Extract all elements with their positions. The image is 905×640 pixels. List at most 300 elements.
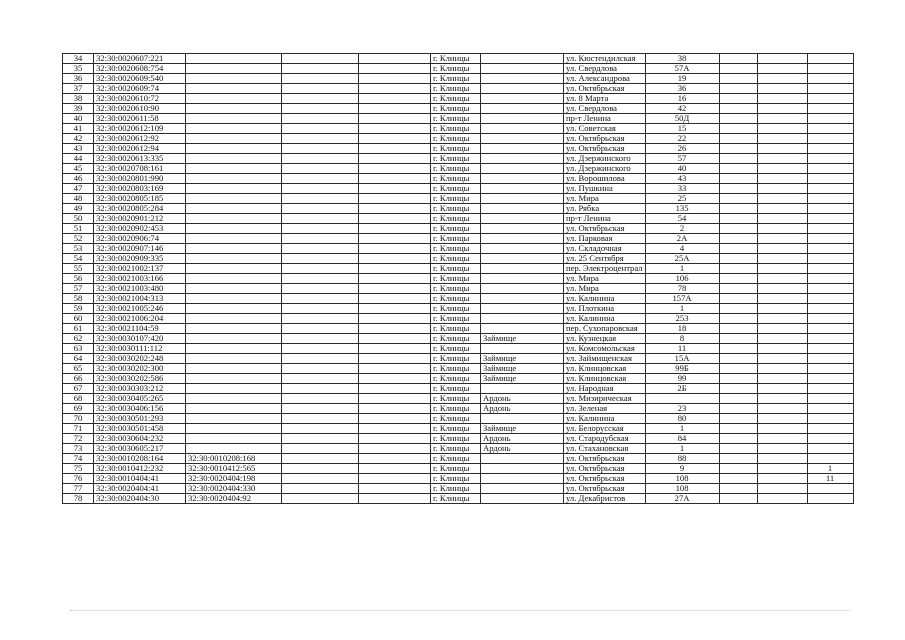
row-number: 34 [63,54,94,64]
previous-cadastral-number [186,244,282,254]
table-row [63,454,854,464]
empty-cell [282,274,359,284]
table-row [63,124,854,134]
empty-cell [757,424,807,434]
district-name [481,244,564,254]
table-row [63,404,854,414]
extra-value [807,144,853,154]
row-number: 74 [63,454,94,464]
house-number: 57 [645,154,719,164]
table-row [63,264,854,274]
row-number: 68 [63,394,94,404]
street-name: ул. Клинцовская [564,374,646,384]
empty-cell [719,224,757,234]
cadastral-number: 32:30:0020805:185 [94,194,186,204]
empty-cell [719,214,757,224]
cadastral-number: 32:30:0020609:74 [94,84,186,94]
previous-cadastral-number [186,204,282,214]
empty-cell [757,184,807,194]
empty-cell [359,374,431,384]
row-number: 46 [63,174,94,184]
row-number: 38 [63,94,94,104]
previous-cadastral-number [186,434,282,444]
empty-cell [282,394,359,404]
row-number: 64 [63,354,94,364]
empty-cell [719,244,757,254]
table-row [63,54,854,64]
empty-cell [282,144,359,154]
empty-cell [757,134,807,144]
empty-cell [719,464,757,474]
city-name: г. Клинцы [431,434,481,444]
empty-cell [757,354,807,364]
house-number: 2Б [645,384,719,394]
row-number: 75 [63,464,94,474]
street-name: ул. Октябрьская [564,454,646,464]
district-name [481,164,564,174]
empty-cell [719,294,757,304]
empty-cell [757,344,807,354]
house-number: 2 [645,224,719,234]
empty-cell [282,124,359,134]
table-row [63,214,854,224]
extra-value [807,184,853,194]
cadastral-number: 32:30:0021004:313 [94,294,186,304]
district-name [481,104,564,114]
district-name: Ардонь [481,394,564,404]
empty-cell [719,124,757,134]
empty-cell [282,114,359,124]
previous-cadastral-number [186,214,282,224]
house-number: 23 [645,404,719,414]
empty-cell [282,234,359,244]
empty-cell [282,484,359,494]
empty-cell [757,334,807,344]
row-number: 76 [63,474,94,484]
house-number: 33 [645,184,719,194]
empty-cell [719,134,757,144]
empty-cell [282,244,359,254]
empty-cell [719,114,757,124]
district-name [481,254,564,264]
city-name: г. Клинцы [431,484,481,494]
cadastral-number: 32:30:0021002:137 [94,264,186,274]
city-name: г. Клинцы [431,194,481,204]
empty-cell [719,304,757,314]
city-name: г. Клинцы [431,214,481,224]
district-name: Займище [481,424,564,434]
previous-cadastral-number [186,74,282,84]
empty-cell [359,204,431,214]
city-name: г. Клинцы [431,144,481,154]
district-name [481,464,564,474]
district-name [481,64,564,74]
cadastral-number: 32:30:0030406:156 [94,404,186,414]
previous-cadastral-number [186,84,282,94]
previous-cadastral-number [186,124,282,134]
table-row [63,204,854,214]
extra-value [807,64,853,74]
table-row [63,394,854,404]
city-name: г. Клинцы [431,234,481,244]
empty-cell [719,104,757,114]
empty-cell [359,174,431,184]
extra-value [807,244,853,254]
row-number: 37 [63,84,94,94]
cadastral-number: 32:30:0030501:458 [94,424,186,434]
empty-cell [359,104,431,114]
empty-cell [757,164,807,174]
row-number: 49 [63,204,94,214]
street-name: ул. Зеленая [564,404,646,414]
empty-cell [757,454,807,464]
row-number: 57 [63,284,94,294]
row-number: 65 [63,364,94,374]
table-row [63,284,854,294]
empty-cell [359,134,431,144]
previous-cadastral-number: 32:30:0010412:565 [186,464,282,474]
empty-cell [359,484,431,494]
previous-cadastral-number [186,304,282,314]
city-name: г. Клинцы [431,224,481,234]
previous-cadastral-number [186,104,282,114]
cadastral-number: 32:30:0030303:212 [94,384,186,394]
empty-cell [282,464,359,474]
empty-cell [282,134,359,144]
empty-cell [757,464,807,474]
street-name: ул. Народная [564,384,646,394]
city-name: г. Клинцы [431,164,481,174]
empty-cell [757,414,807,424]
street-name: пер. Электроцентрал [564,264,646,274]
previous-cadastral-number [186,54,282,64]
previous-cadastral-number [186,324,282,334]
empty-cell [719,254,757,264]
table-row [63,334,854,344]
empty-cell [282,304,359,314]
extra-value [807,354,853,364]
empty-cell [282,344,359,354]
house-number: 19 [645,74,719,84]
table-row [63,484,854,494]
previous-cadastral-number [186,364,282,374]
empty-cell [757,284,807,294]
house-number: 15 [645,124,719,134]
district-name [481,124,564,134]
city-name: г. Клинцы [431,64,481,74]
house-number: 108 [645,474,719,484]
row-number: 41 [63,124,94,134]
empty-cell [719,434,757,444]
street-name: ул. Мизирическая [564,394,646,404]
empty-cell [719,264,757,274]
street-name: ул. Плоткина [564,304,646,314]
house-number: 43 [645,174,719,184]
district-name: Ардонь [481,434,564,444]
extra-value [807,314,853,324]
table-row [63,274,854,284]
empty-cell [719,284,757,294]
street-name: ул. Ворошилова [564,174,646,184]
empty-cell [719,184,757,194]
extra-value [807,124,853,134]
table-row [63,314,854,324]
street-name: ул. Калинина [564,294,646,304]
city-name: г. Клинцы [431,284,481,294]
empty-cell [719,474,757,484]
empty-cell [359,184,431,194]
cadastral-number: 32:30:0020805:284 [94,204,186,214]
house-number: 2А [645,234,719,244]
empty-cell [282,454,359,464]
empty-cell [757,474,807,484]
house-number: 50Д [645,114,719,124]
empty-cell [359,114,431,124]
table-row [63,104,854,114]
street-name: ул. Советская [564,124,646,134]
row-number: 60 [63,314,94,324]
table-row [63,194,854,204]
cadastral-number: 32:30:0030202:586 [94,374,186,384]
empty-cell [359,244,431,254]
extra-value [807,214,853,224]
cadastral-number: 32:30:0021003:166 [94,274,186,284]
cadastral-number: 32:30:0020612:109 [94,124,186,134]
street-name: ул. Клинцовская [564,364,646,374]
previous-cadastral-number: 32:30:0020404:92 [186,494,282,504]
cadastral-number: 32:30:0030605:217 [94,444,186,454]
table-row [63,294,854,304]
district-name [481,54,564,64]
previous-cadastral-number [186,314,282,324]
empty-cell [757,94,807,104]
empty-cell [359,74,431,84]
cadastral-number: 32:30:0030202:300 [94,364,186,374]
extra-value: 11 [807,474,853,484]
extra-value [807,404,853,414]
row-number: 48 [63,194,94,204]
empty-cell [282,84,359,94]
city-name: г. Клинцы [431,204,481,214]
empty-cell [359,434,431,444]
empty-cell [719,494,757,504]
house-number: 38 [645,54,719,64]
empty-cell [359,454,431,464]
empty-cell [359,354,431,364]
house-number: 42 [645,104,719,114]
previous-cadastral-number [186,94,282,104]
table-row [63,464,854,474]
empty-cell [719,384,757,394]
empty-cell [282,74,359,84]
empty-cell [359,394,431,404]
cadastral-number: 32:30:0020610:90 [94,104,186,114]
cadastral-number: 32:30:0030202:248 [94,354,186,364]
city-name: г. Клинцы [431,354,481,364]
empty-cell [719,424,757,434]
empty-cell [282,434,359,444]
street-name: ул. Стародубская [564,434,646,444]
extra-value [807,134,853,144]
cadastral-number: 32:30:0020803:169 [94,184,186,194]
street-name: ул. Кузнецкая [564,334,646,344]
empty-cell [282,194,359,204]
extra-value [807,194,853,204]
city-name: г. Клинцы [431,244,481,254]
house-number: 78 [645,284,719,294]
cadastral-number: 32:30:0020611:58 [94,114,186,124]
district-name [481,384,564,394]
previous-cadastral-number [186,354,282,364]
empty-cell [757,434,807,444]
street-name: ул. Октябрьская [564,144,646,154]
district-name [481,74,564,84]
table-row [63,444,854,454]
table-row [63,374,854,384]
empty-cell [719,374,757,384]
empty-cell [757,244,807,254]
extra-value [807,394,853,404]
empty-cell [719,344,757,354]
cadastral-number: 32:30:0021104:59 [94,324,186,334]
extra-value [807,304,853,314]
empty-cell [757,194,807,204]
street-name: пр-т Ленина [564,114,646,124]
empty-cell [757,374,807,384]
city-name: г. Клинцы [431,414,481,424]
row-number: 42 [63,134,94,144]
city-name: г. Клинцы [431,334,481,344]
empty-cell [282,444,359,454]
street-name: ул. Кюстендилская [564,54,646,64]
row-number: 58 [63,294,94,304]
district-name [481,154,564,164]
extra-value [807,454,853,464]
empty-cell [282,214,359,224]
table-row [63,364,854,374]
city-name: г. Клинцы [431,104,481,114]
cadastral-number: 32:30:0020909:335 [94,254,186,264]
empty-cell [719,314,757,324]
previous-cadastral-number: 32:30:0020404:330 [186,484,282,494]
empty-cell [359,444,431,454]
empty-cell [282,64,359,74]
table-row [63,304,854,314]
city-name: г. Клинцы [431,494,481,504]
table-row [63,324,854,334]
row-number: 56 [63,274,94,284]
house-number: 9 [645,464,719,474]
city-name: г. Клинцы [431,464,481,474]
previous-cadastral-number [186,154,282,164]
city-name: г. Клинцы [431,374,481,384]
district-name [481,194,564,204]
cadastral-number: 32:30:0020613:335 [94,154,186,164]
empty-cell [757,64,807,74]
row-number: 67 [63,384,94,394]
previous-cadastral-number [186,404,282,414]
empty-cell [719,84,757,94]
row-number: 78 [63,494,94,504]
empty-cell [359,94,431,104]
house-number: 1 [645,264,719,274]
city-name: г. Клинцы [431,124,481,134]
row-number: 55 [63,264,94,274]
empty-cell [359,384,431,394]
cadastral-number: 32:30:0021003:480 [94,284,186,294]
empty-cell [359,404,431,414]
street-name: ул. Октябрьская [564,134,646,144]
house-number: 84 [645,434,719,444]
empty-cell [282,104,359,114]
street-name: ул. Комсомольская [564,344,646,354]
house-number: 8 [645,334,719,344]
table-row [63,354,854,364]
empty-cell [282,94,359,104]
page-bottom-dotted-line [70,610,850,611]
house-number: 80 [645,414,719,424]
previous-cadastral-number [186,374,282,384]
table-row [63,114,854,124]
previous-cadastral-number [186,264,282,274]
cadastral-number: 32:30:0030501:293 [94,414,186,424]
city-name: г. Клинцы [431,324,481,334]
table-row [63,134,854,144]
cadastral-number: 32:30:0010208:164 [94,454,186,464]
extra-value [807,414,853,424]
empty-cell [282,164,359,174]
row-number: 77 [63,484,94,494]
previous-cadastral-number [186,414,282,424]
extra-value [807,274,853,284]
district-name: Займище [481,354,564,364]
cadastral-number: 32:30:0021005:246 [94,304,186,314]
city-name: г. Клинцы [431,404,481,414]
cadastral-number: 32:30:0020708:161 [94,164,186,174]
row-number: 53 [63,244,94,254]
empty-cell [757,444,807,454]
empty-cell [757,394,807,404]
row-number: 44 [63,154,94,164]
district-name: Займище [481,374,564,384]
street-name: ул. Октябрьская [564,464,646,474]
empty-cell [757,364,807,374]
extra-value [807,224,853,234]
empty-cell [359,194,431,204]
empty-cell [757,264,807,274]
table-row [63,64,854,74]
district-name [481,234,564,244]
cadastral-number: 32:30:0020907:146 [94,244,186,254]
district-name [481,474,564,484]
previous-cadastral-number [186,284,282,294]
district-name [481,134,564,144]
empty-cell [719,404,757,414]
house-number: 253 [645,314,719,324]
empty-cell [282,424,359,434]
empty-cell [757,254,807,264]
house-number: 1 [645,304,719,314]
empty-cell [282,364,359,374]
extra-value [807,94,853,104]
cadastral-number: 32:30:0010412:232 [94,464,186,474]
cadastral-number: 32:30:0010404:41 [94,474,186,484]
street-name: ул. Белорусская [564,424,646,434]
city-name: г. Клинцы [431,54,481,64]
street-name: ул. Дзержинского [564,154,646,164]
district-name [481,184,564,194]
empty-cell [719,414,757,424]
